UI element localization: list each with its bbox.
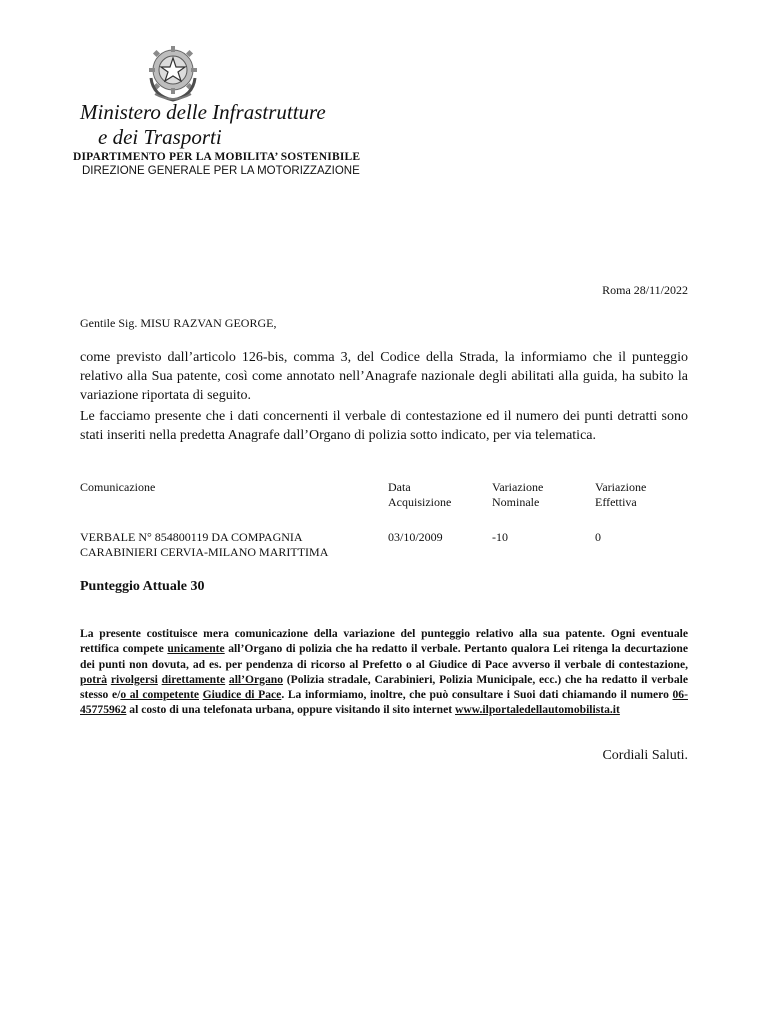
department-name: DIPARTIMENTO PER LA MOBILITA’ SOSTENIBILE [73,151,361,163]
notice-underlined: all’Organo [228,672,284,686]
notice-text: all’Organo di polizia che ha redatto il verbale. Pertanto qualora Lei ritenga la decurtazione dei punti non dovuta, ad es. per pendenza di ricorso al Prefetto o al Giudice di Pace avverso il verbale di contestazione, [80,642,688,671]
body-paragraph-2: Le facciamo presente che i dati concernenti il verbale di contestazione ed il numero dei punti detratti sono stati inseriti nella predetta Anagrafe dall’Organo di polizia sotto indicato, per via telematica. [80,409,688,443]
cell-nominal-variation: -10 [492,530,508,544]
header-nominal-line1: Variazione [492,480,544,494]
ministry-name-line2: e dei Trasporti [98,125,222,149]
republic-emblem [145,42,201,104]
notice-underlined: direttamente [161,672,226,686]
ministry-name-line1: Ministero delle Infrastrutture [80,100,326,124]
notice-text: . La informiamo, inoltre, che può consultare i Suoi dati chiamando il numero [281,688,673,702]
notice-paragraph [80,626,688,718]
header-nominal-variation [492,480,595,510]
closing-salutation: Cordiali Saluti. [602,748,688,763]
header-date-line2: Acquisizione [388,495,452,509]
points-variation-table [80,480,688,560]
header-effective-line1: Variazione [595,480,647,494]
notice-text: al costo di una telefonata urbana, oppure visitando il sito internet [126,703,455,717]
notice-underlined: potrà [80,672,108,686]
notice-underlined: rivolgersi [110,672,158,686]
letter-date: Roma 28/11/2022 [602,283,688,297]
notice-text: (Polizia stradale, Carabinieri, Polizia Municipale, ecc.) che ha redatto il verbale stesso e/ [80,672,688,702]
header-nominal-line2: Nominale [492,495,540,509]
notice-underlined: o al competente [120,688,199,702]
table-row [80,510,688,560]
website-link[interactable]: www.ilportaledellautomobilista.it [455,703,620,717]
phone-number: 06-45775962 [80,688,688,717]
notice-text: La presente costituisce mera comunicazione della variazione del punteggio relativo alla sua patente. Ogni eventuale rettifica compete [80,627,688,656]
cell-acquisition-date: 03/10/2009 [388,530,443,544]
communication-line1: VERBALE N° 854800119 DA COMPAGNIA [80,530,303,544]
header-communication: Comunicazione [80,480,156,494]
communication-line2: CARABINIERI CERVIA-MILANO MARITTIMA [80,545,329,559]
current-score: Punteggio Attuale 30 [80,579,205,594]
header-effective-variation [595,480,688,510]
table-header-row [80,480,688,510]
ministry-name [80,100,326,150]
cell-effective-variation: 0 [595,530,601,544]
header-date-line1: Data [388,480,411,494]
cell-communication [80,510,388,560]
notice-underlined: Giudice di Pace [202,688,282,702]
header-acquisition-date [388,480,492,510]
header-effective-line2: Effettiva [595,495,637,509]
directorate-name: DIREZIONE GENERALE PER LA MOTORIZZAZIONE [82,165,360,177]
body-paragraph-1: come previsto dall’articolo 126-bis, comma 3, del Codice della Strada, la informiamo che il punteggio relativo alla Sua patente, così come annotato nell’Anagrafe nazionale degli abilitati alla guida, ha subito la variazione riportata di seguito. [80,350,688,403]
greeting: Gentile Sig. MISU RAZVAN GEORGE, [80,316,277,330]
notice-underlined: unicamente [167,642,225,656]
